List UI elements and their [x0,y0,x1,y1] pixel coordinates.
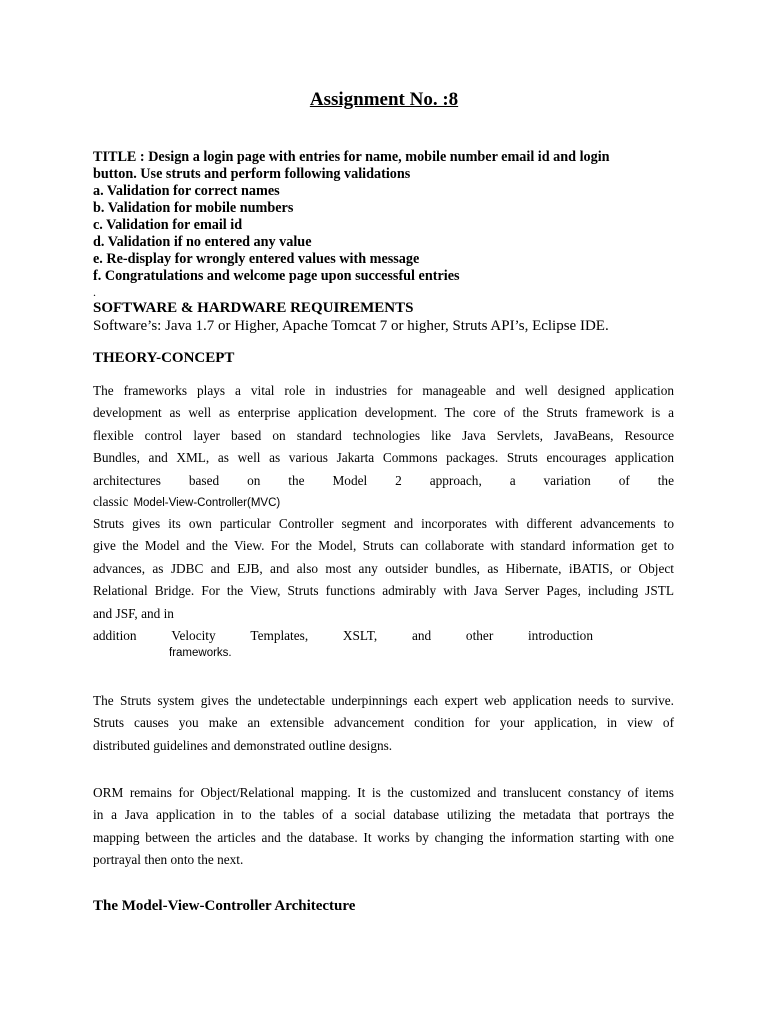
validation-item-b: b. Validation for mobile numbers [93,200,294,216]
title-block [93,149,693,285]
paragraph-line: mapping between the articles and the database. It works by changing the information starting with one [93,829,674,845]
paragraph-line: and JSF, and in [93,605,174,621]
validation-item-e: e. Re-display for wrongly entered values with message [93,251,420,267]
word: Velocity [171,628,216,643]
paragraph-line: Struts causes you make an extensible advancement condition for your application, in view of [93,715,674,731]
paragraph-frameworks [93,380,674,492]
paragraph-line: Bundles, and XML, as well as various Jakarta Commons packages. Struts encourages application [93,450,674,466]
title-line: TITLE : Design a login page with entries for name, mobile number email id and login [93,149,610,165]
paragraph-line: Relational Bridge. For the View, Struts functions admirably with Java Server Pages, including JSTL [93,583,674,599]
paragraph-struts-system [93,690,674,757]
mvc-architecture-heading: The Model-View-Controller Architecture [93,898,356,914]
paragraph-orm [93,782,674,872]
paragraph-line: The frameworks plays a vital role in industries for manageable and well designed application [93,383,674,398]
paragraph-line: distributed guidelines and demonstrated outline designs. [93,737,393,753]
word: addition [93,628,137,643]
theory-heading: THEORY-CONCEPT [93,350,235,366]
frameworks-word: frameworks. [169,647,232,659]
title-line: button. Use struts and perform following validations [93,166,411,182]
software-requirements-text: Software’s: Java 1.7 or Higher, Apache Tomcat 7 or higher, Struts API’s, Eclipse IDE. [93,318,609,334]
validation-item-a: a. Validation for correct names [93,183,280,199]
validation-item-f: f. Congratulations and welcome page upon successful entries [93,268,460,284]
paragraph-line: portrayal then onto the next. [93,852,244,868]
classic-mvc-line [93,493,280,512]
classic-word: classic [93,494,129,509]
paragraph-line: Struts gives its own particular Controller segment and incorporates with different advancements to [93,516,674,531]
validation-item-d: d. Validation if no entered any value [93,234,312,250]
software-heading: SOFTWARE & HARDWARE REQUIREMENTS [93,300,414,316]
paragraph-line: give the Model and the View. For the Model, Struts can collaborate with standard information get to [93,538,674,554]
paragraph-struts-controller [93,513,674,625]
validation-item-c: c. Validation for email id [93,217,243,233]
word: XSLT, [342,628,378,643]
word: introduction [527,628,593,643]
paragraph-line: advances, as JDBC and EJB, and also most any outsider bundles, as Hibernate, iBATIS, or Object [93,560,674,576]
word: Templates, [250,628,309,643]
word: and [411,628,432,643]
stray-dot: . [93,285,96,299]
paragraph-line: flexible control layer based on standard technologies like Java Servlets, JavaBeans, Resource [93,427,674,443]
paragraph-line: ORM remains for Object/Relational mapping. It is the customized and translucent constancy of items [93,785,674,800]
paragraph-line: The Struts system gives the undetectable underpinnings each expert web application needs to survive. [93,693,674,708]
word: other [465,628,494,643]
paragraph-line: in a Java application in to the tables of a social database utilizing the metadata that portrays the [93,807,674,823]
assignment-heading: Assignment No. :8 [309,89,459,110]
mvc-term: Model-View-Controller(MVC) [133,497,281,509]
addition-line [93,627,593,645]
paragraph-line: architectures based on the Model 2 approach, a variation of the [93,472,674,488]
paragraph-line: development as well as enterprise application development. The core of the Struts framework is a [93,405,674,421]
